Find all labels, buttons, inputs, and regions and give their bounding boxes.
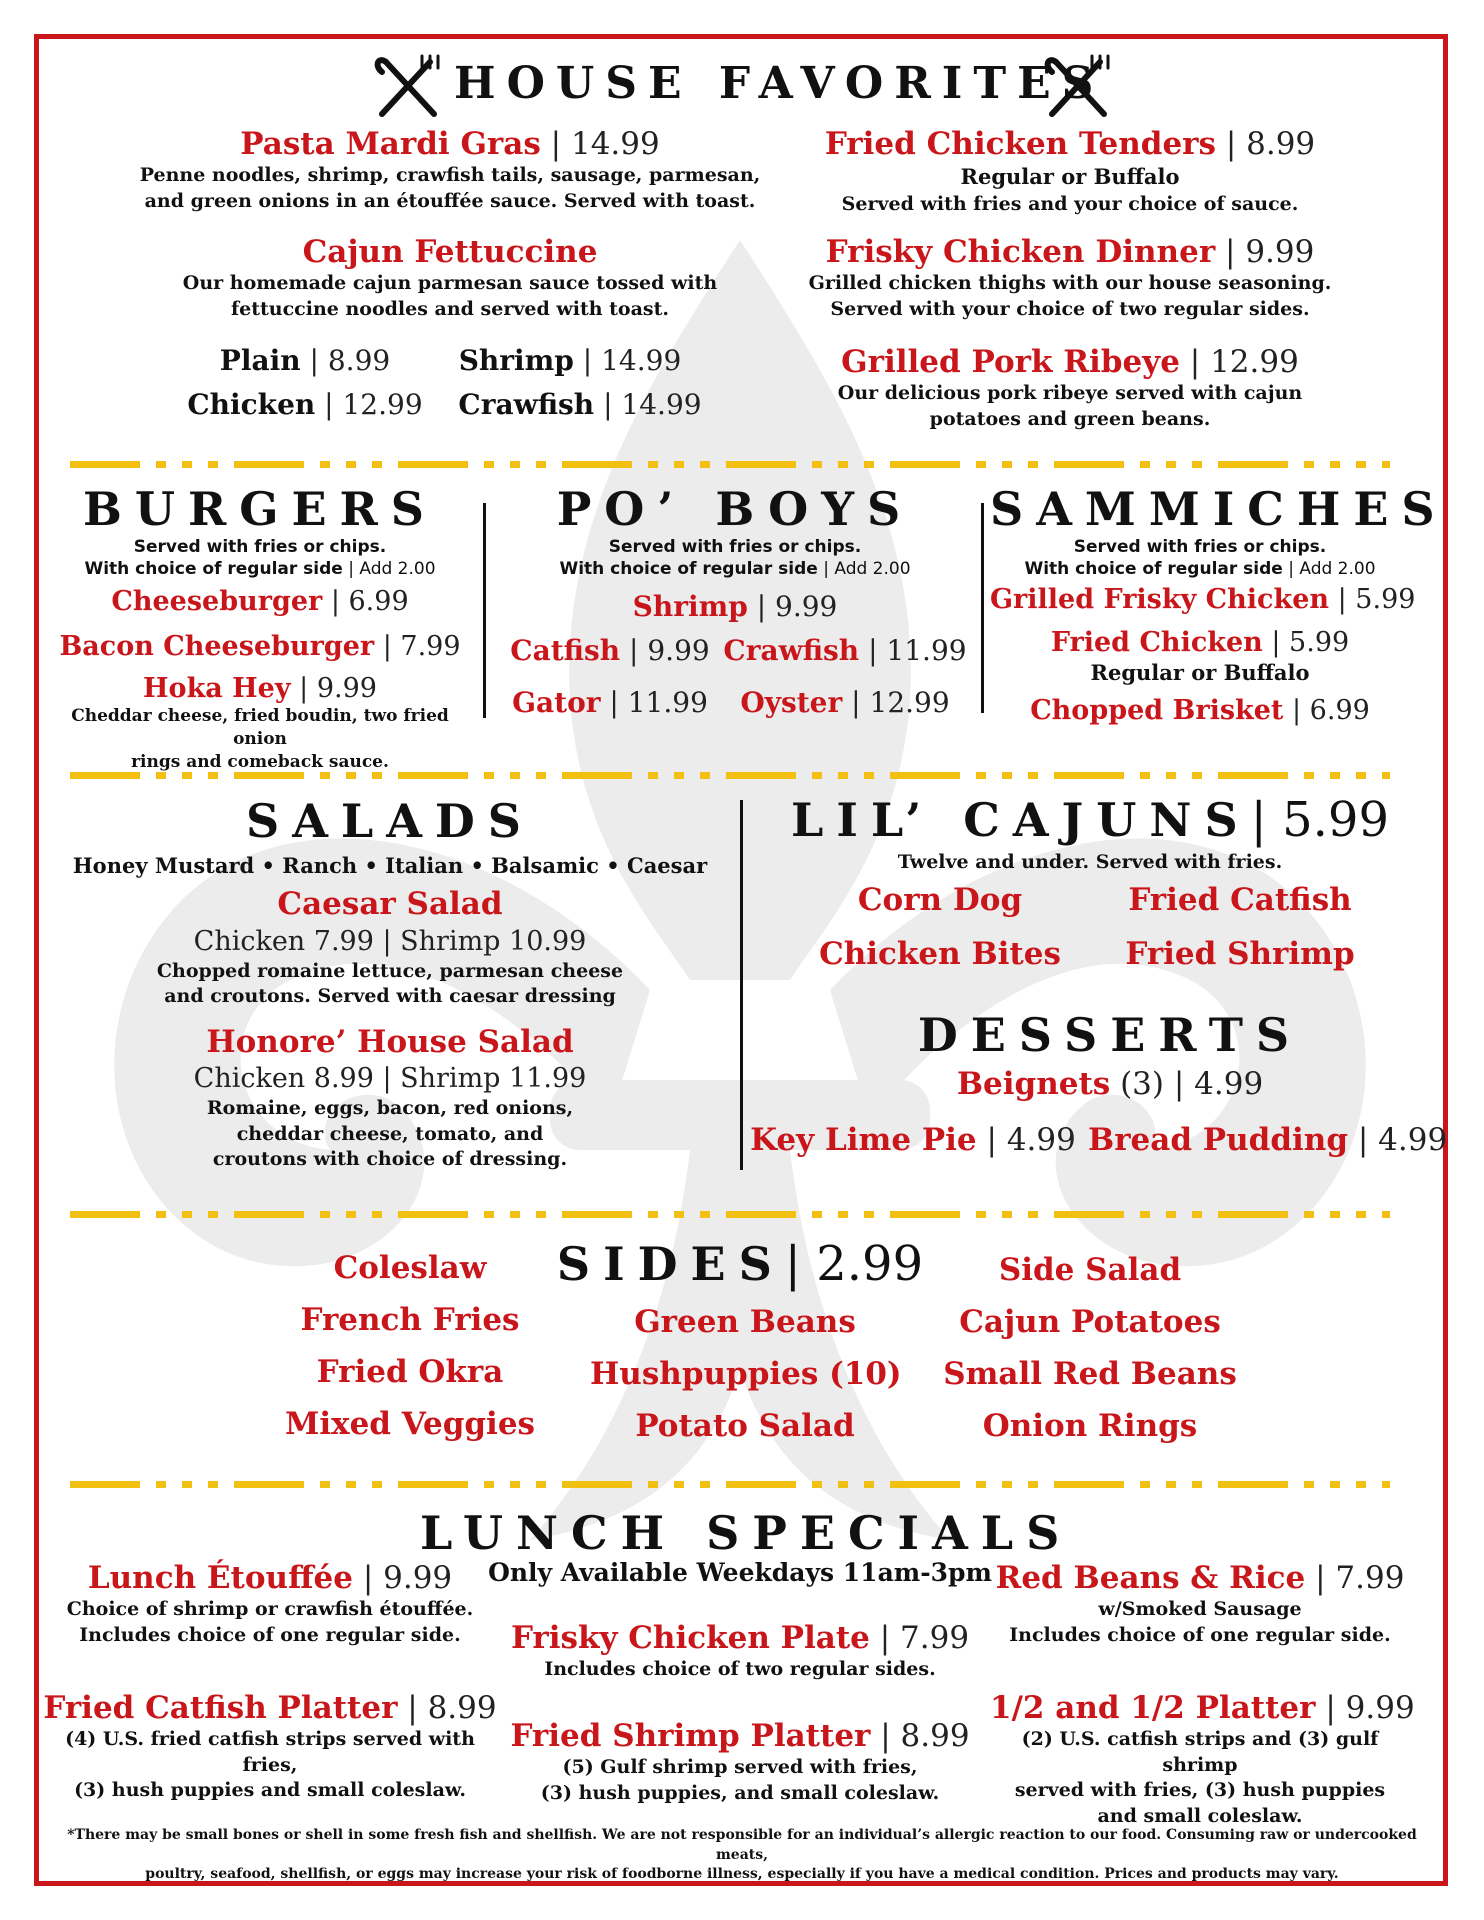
item-description: Penne noodles, shrimp, crawfish tails, sausage, parmesan,	[139, 164, 761, 187]
item-description: Regular or Buffalo	[960, 164, 1180, 190]
section-note: With choice of regular side | Add 2.00	[84, 559, 436, 580]
item-description: rings and comeback sauce.	[131, 752, 389, 773]
menu-item-oyster-po-boy: Oyster | 12.99	[740, 686, 950, 719]
item-description: croutons with choice of dressing.	[212, 1148, 568, 1171]
menu-item-beignets: Beignets (3) | 4.99	[956, 1066, 1264, 1102]
section-title-house-favorites: HOUSE FAVORITES	[454, 58, 1105, 109]
menu-item-grilled-pork-ribeye	[740, 344, 1400, 432]
section-title-sides: SIDES| 2.99	[556, 1236, 924, 1292]
section-note: Served with fries or chips.	[608, 537, 862, 557]
menu-item-chopped-brisket: Chopped Brisket | 6.99	[1030, 695, 1370, 727]
item-description: (3) hush puppies, and small coleslaw.	[540, 1781, 940, 1804]
menu-item-fried-shrimp: Fried Shrimp	[1125, 936, 1355, 972]
section-title-burgers: BURGERS	[82, 482, 438, 536]
salad-dressings: Honey Mustard • Ranch • Italian • Balsamic • Caesar	[72, 853, 708, 878]
item-description: served with fries, (3) hush puppies	[1014, 1779, 1386, 1802]
item-description: cheddar cheese, tomato, and	[236, 1122, 544, 1145]
section-divider	[70, 461, 1390, 468]
section-divider	[70, 1211, 1390, 1218]
item-options: Chicken 8.99 | Shrimp 11.99	[193, 1063, 587, 1095]
item-description: Includes choice of one regular side.	[1009, 1623, 1391, 1646]
menu-item-fried-catfish: Fried Catfish	[1128, 882, 1352, 918]
section-note: Served with fries or chips.	[1073, 537, 1327, 557]
menu-item-cajun-fettuccine	[120, 234, 780, 322]
column-rule	[483, 503, 486, 718]
section-po-boys	[500, 482, 970, 624]
menu-item-half-and-half-platter: 1/2 and 1/2 Platter | 9.99 (2) U.S. catfish strips and (3) gulf shrimp served with fries, (3) hush puppies and small coleslaw.	[990, 1690, 1410, 1830]
item-description: Includes choice of one regular side.	[79, 1623, 461, 1646]
item-description: (2) U.S. catfish strips and (3) gulf shrimp	[1021, 1728, 1379, 1776]
item-price: | 12.99	[1189, 344, 1299, 380]
menu-item-catfish-po-boy: Catfish | 9.99	[510, 634, 710, 667]
item-description: Regular or Buffalo	[1090, 659, 1310, 685]
section-sammiches	[990, 482, 1448, 728]
menu-item-key-lime-pie: Key Lime Pie | 4.99	[750, 1122, 1076, 1158]
option-plain: Plain | 8.99	[219, 344, 391, 377]
menu-item-lunch-etouffee: Lunch Étouffée | 9.99 Choice of shrimp or crawfish étouffée. Includes choice of one regular side.	[50, 1560, 490, 1648]
menu-item-frisky-chicken-plate: Frisky Chicken Plate | 7.99 Includes choice of two regular sides.	[510, 1620, 970, 1683]
menu-item-honore-house-salad: Honore’ House Salad	[206, 1023, 574, 1060]
item-description: Served with fries and your choice of sauce.	[841, 192, 1299, 215]
menu-item-fried-catfish-platter: Fried Catfish Platter | 8.99 (4) U.S. fried catfish strips served with fries, (3) hush puppies and small coleslaw.	[40, 1690, 500, 1804]
item-description: Romaine, eggs, bacon, red onions,	[206, 1097, 574, 1120]
menu-item-bacon-cheeseburger: Bacon Cheeseburger | 7.99	[59, 630, 461, 662]
section-note: Twelve and under. Served with fries.	[897, 851, 1283, 873]
item-description: and croutons. Served with caesar dressing	[164, 985, 616, 1008]
menu-item-red-beans-rice: Red Beans & Rice | 7.99 w/Smoked Sausage Includes choice of one regular side.	[990, 1560, 1410, 1648]
item-description: (4) U.S. fried catfish strips served with fries,	[65, 1728, 475, 1776]
section-title-desserts: DESSERTS	[917, 1008, 1303, 1062]
option-crawfish: Crawfish | 14.99	[458, 388, 702, 421]
item-name: Fried Chicken Tenders	[824, 126, 1216, 162]
item-name: Cajun Fettuccine	[302, 234, 598, 270]
section-title-lil-cajuns: LIL’ CAJUNS| 5.99	[791, 792, 1389, 848]
menu-item-chicken-bites: Chicken Bites	[819, 936, 1061, 972]
item-description: Choice of shrimp or crawfish étouffée.	[66, 1598, 474, 1621]
side-fried-okra: Fried Okra	[316, 1354, 504, 1390]
option-shrimp: Shrimp | 14.99	[458, 344, 682, 377]
section-note: With choice of regular side | Add 2.00	[1024, 559, 1376, 580]
section-note: Served with fries or chips.	[133, 537, 387, 557]
section-divider	[70, 772, 1390, 779]
menu-item-cheeseburger: Cheeseburger | 6.99	[111, 586, 409, 618]
lunch-availability: Only Available Weekdays 11am-3pm	[488, 1558, 992, 1587]
item-description: potatoes and green beans.	[929, 407, 1211, 430]
side-side-salad: Side Salad	[998, 1252, 1182, 1288]
item-description: Served with your choice of two regular sides.	[830, 297, 1310, 320]
menu-item-grilled-frisky-chicken: Grilled Frisky Chicken | 5.99	[990, 584, 1416, 616]
fork-knife-icon	[372, 54, 444, 120]
section-title-sammiches: SAMMICHES	[990, 482, 1448, 536]
side-french-fries: French Fries	[300, 1302, 520, 1338]
menu-item-corn-dog: Corn Dog	[857, 882, 1023, 918]
side-hushpuppies: Hushpuppies (10)	[590, 1356, 902, 1392]
menu-item-fried-chicken-tenders	[740, 126, 1400, 217]
menu-item-crawfish-po-boy: Crawfish | 11.99	[723, 634, 967, 667]
column-rule	[740, 800, 743, 1170]
section-divider	[70, 1481, 1390, 1488]
item-price: | 8.99	[1225, 126, 1316, 162]
item-description: Our homemade cajun parmesan sauce tossed with	[182, 272, 718, 295]
menu-item-fried-shrimp-platter: Fried Shrimp Platter | 8.99 (5) Gulf shrimp served with fries, (3) hush puppies, and small coleslaw.	[510, 1718, 970, 1806]
side-green-beans: Green Beans	[634, 1304, 856, 1340]
item-price: | 9.99	[1225, 234, 1315, 270]
column-rule	[981, 503, 984, 713]
side-mixed-veggies: Mixed Veggies	[285, 1406, 535, 1442]
menu-item-bread-pudding: Bread Pudding | 4.99	[1088, 1122, 1448, 1158]
menu-item-frisky-chicken-dinner	[740, 234, 1400, 322]
item-name: Grilled Pork Ribeye	[841, 344, 1180, 380]
item-description: (5) Gulf shrimp served with fries,	[562, 1756, 918, 1779]
item-description: Includes choice of two regular sides.	[544, 1658, 936, 1681]
section-title-salads: SALADS	[245, 794, 535, 848]
allergy-disclaimer	[46, 1826, 1438, 1885]
side-coleslaw: Coleslaw	[333, 1250, 487, 1286]
item-description: fettuccine noodles and served with toast.	[230, 297, 670, 320]
item-description: and small coleslaw.	[1097, 1805, 1303, 1828]
item-options: Chicken 7.99 | Shrimp 10.99	[193, 925, 587, 957]
menu-item-hoka-hey: Hoka Hey | 9.99	[143, 672, 377, 704]
item-description: w/Smoked Sausage	[1098, 1598, 1302, 1621]
menu-item-pasta-mardi-gras	[120, 126, 780, 214]
section-salads	[60, 794, 720, 1173]
section-title-po-boys: PO’ BOYS	[556, 482, 914, 536]
item-name: Pasta Mardi Gras	[240, 126, 541, 162]
option-chicken: Chicken | 12.99	[187, 388, 423, 421]
disclaimer-line: *There may be small bones or shell in some fresh fish and shellfish. We are not responsible for an individual’s allergic reaction to our food. Consuming raw or undercooked meats,	[67, 1827, 1417, 1863]
section-lil-cajuns	[760, 792, 1420, 876]
item-description: (3) hush puppies and small coleslaw.	[74, 1779, 466, 1802]
menu-item-gator-po-boy: Gator | 11.99	[512, 686, 708, 719]
menu-item-caesar-salad: Caesar Salad	[277, 886, 503, 923]
item-name: Frisky Chicken Dinner	[825, 234, 1216, 270]
section-note: With choice of regular side | Add 2.00	[559, 559, 911, 580]
item-price: | 14.99	[550, 126, 660, 162]
menu-item-shrimp-po-boy: Shrimp | 9.99	[632, 590, 838, 624]
section-burgers	[55, 482, 465, 774]
section-title-lunch-specials: LUNCH SPECIALS	[420, 1506, 1073, 1560]
side-onion-rings: Onion Rings	[982, 1408, 1198, 1444]
item-description: Our delicious pork ribeye served with cajun	[837, 382, 1303, 405]
side-potato-salad: Potato Salad	[635, 1408, 855, 1444]
item-description: Cheddar cheese, fried boudin, two fried onion	[71, 706, 449, 750]
item-description: Grilled chicken thighs with our house seasoning.	[808, 272, 1332, 295]
side-small-red-beans: Small Red Beans	[943, 1356, 1237, 1392]
disclaimer-line: poultry, seafood, shellfish, or eggs may increase your risk of foodborne illness, especially if you have a medical condition. Prices and products may vary.	[145, 1866, 1339, 1883]
side-cajun-potatoes: Cajun Potatoes	[959, 1304, 1221, 1340]
item-description: Chopped romaine lettuce, parmesan cheese	[156, 959, 624, 982]
menu-item-fried-chicken-sammich: Fried Chicken | 5.99	[1050, 626, 1350, 658]
item-description: and green onions in an étouffée sauce. Served with toast.	[144, 189, 756, 212]
